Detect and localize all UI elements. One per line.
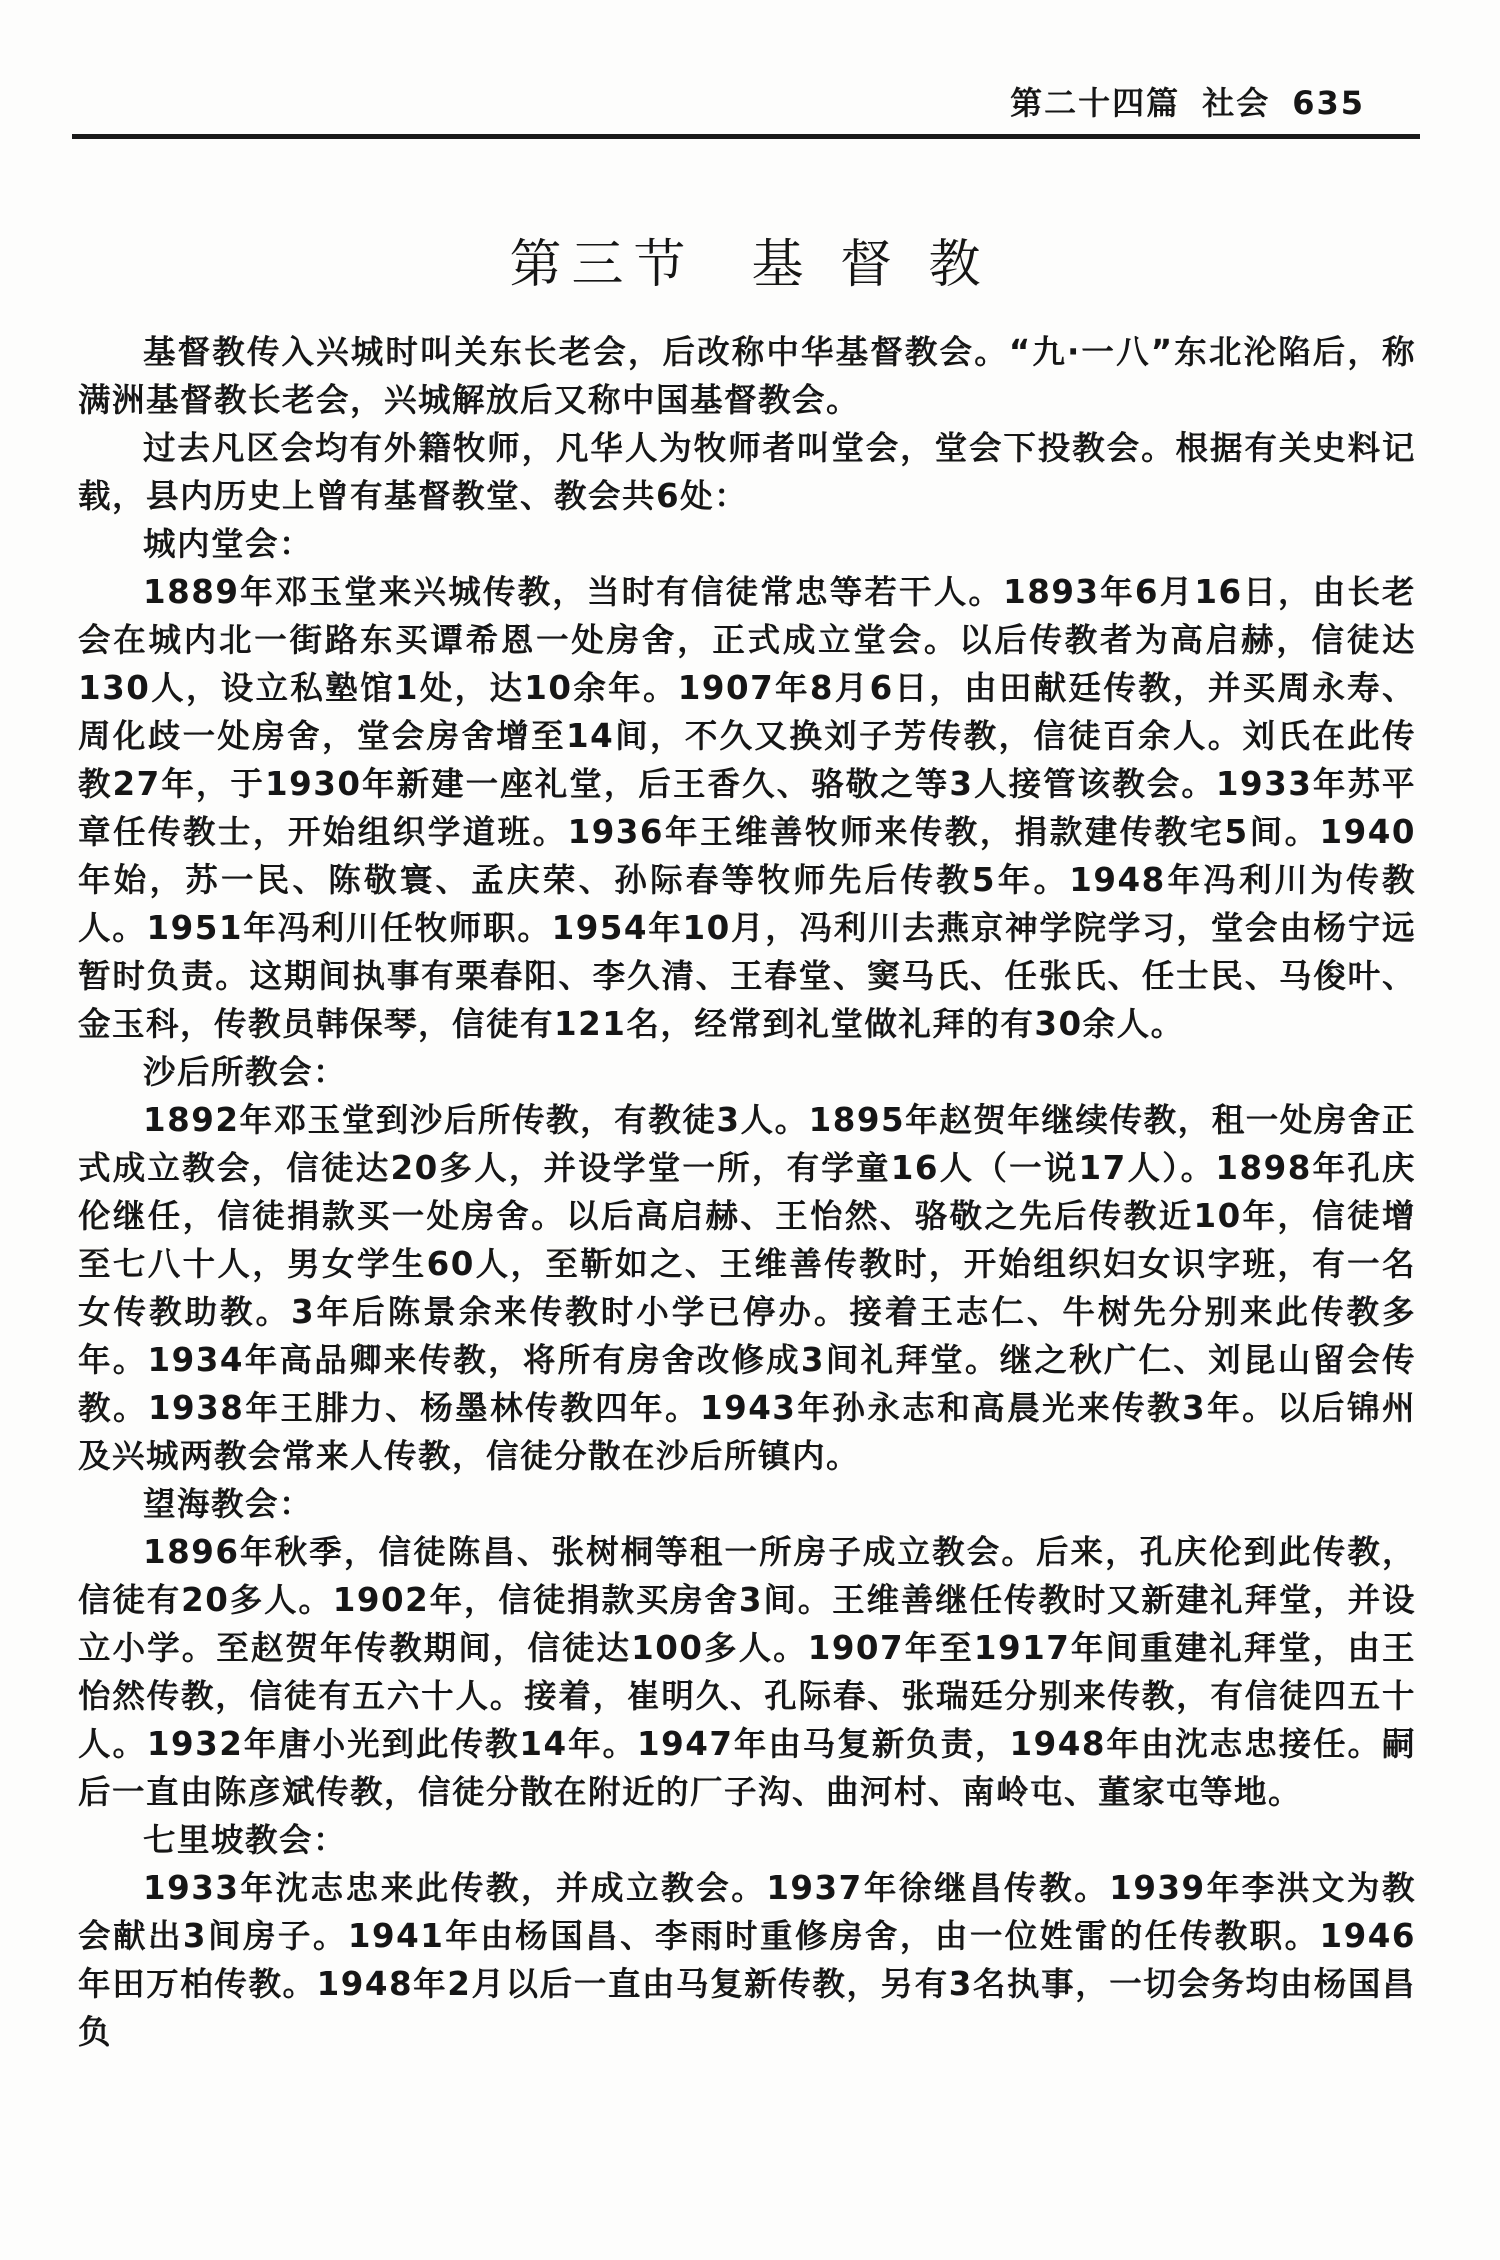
paragraph: 1933年沈志忠来此传教，并成立教会。1937年徐继昌传教。1939年李洪文为教会献出3间房子。1941年由杨国昌、李雨时重修房舍，由一位姓雷的任传教职。1946年田万柏传教。1948年2月以后一直由马复新传教，另有3名执事，一切会务均由杨国昌负 xyxy=(78,1869,1416,2051)
paragraph: 过去凡区会均有外籍牧师，凡华人为牧师者叫堂会，堂会下投教会。根据有关史料记载，县内历史上曾有基督教堂、教会共6处： xyxy=(78,429,1416,515)
section-number: 第三节 xyxy=(509,235,696,295)
subsection-heading: 沙后所教会： xyxy=(143,1053,348,1091)
body-text xyxy=(78,328,1416,2056)
section-label: 社会 xyxy=(1202,84,1271,122)
section-title xyxy=(0,222,1500,297)
paragraph: 1896年秋季，信徒陈昌、张树桐等租一所房子成立教会。后来，孔庆伦到此传教，信徒有20多人。1902年，信徒捐款买房舍3间。王维善继任传教时又新建礼拜堂，并设立小学。至赵贺年传教期间，信徒达100多人。1907年至1917年间重建礼拜堂，由王怡然传教，信徒有五六十人。接着，崔明久、孔际春、张瑞廷分别来传教，有信徒四五十人。1932年唐小光到此传教14年。1947年由马复新负责，1948年由沈志忠接任。嗣后一直由陈彦斌传教，信徒分散在附近的厂子沟、曲河村、南岭屯、董家屯等地。 xyxy=(78,1533,1416,1811)
paragraph: 1892年邓玉堂到沙后所传教，有教徒3人。1895年赵贺年继续传教，租一处房舍正式成立教会，信徒达20多人，并设学堂一所，有学童16人（一说17人）。1898年孔庆伦继任，信徒捐款买一处房舍。以后高启赫、王怡然、骆敬之先后传教近10年，信徒增至七八十人，男女学生60人，至靳如之、王维善传教时，开始组织妇女识字班，有一名女传教助教。3年后陈景余来传教时小学已停办。接着王志仁、牛树先分别来此传教多年。1934年高品卿来传教，将所有房舍改修成3间礼拜堂。继之秋广仁、刘昆山留会传教。1938年王腓力、杨墨林传教四年。1943年孙永志和高晨光来传教3年。以后锦州及兴城两教会常来人传教，信徒分散在沙后所镇内。 xyxy=(78,1101,1416,1475)
subsection-heading: 城内堂会： xyxy=(143,525,314,563)
paragraph: 1889年邓玉堂来兴城传教，当时有信徒常忠等若干人。1893年6月16日，由长老会在城内北一街路东买谭希恩一处房舍，正式成立堂会。以后传教者为高启赫，信徒达130人，设立私塾馆1处，达10余年。1907年8月6日，由田献廷传教，并买周永寿、周化歧一处房舍，堂会房舍增至14间，不久又换刘子芳传教，信徒百余人。刘氏在此传教27年，于1930年新建一座礼堂，后王香久、骆敬之等3人接管该教会。1933年苏平章任传教士，开始组织学道班。1936年王维善牧师来传教，捐款建传教宅5间。1940年始，苏一民、陈敬寰、孟庆荣、孙际春等牧师先后传教5年。1948年冯利川为传教人。1951年冯利川任牧师职。1954年10月，冯利川去燕京神学院学习，堂会由杨宁远暂时负责。这期间执事有栗春阳、李久清、王春堂、窦马氏、任张氏、任士民、马俊叶、金玉科，传教员韩保琴，信徒有121名，经常到礼堂做礼拜的有30余人。 xyxy=(78,573,1416,1043)
section-name: 基 督 教 xyxy=(751,235,991,295)
page-number: 635 xyxy=(1292,84,1365,122)
subsection-heading: 七里坡教会： xyxy=(143,1821,348,1859)
subsection-heading: 望海教会： xyxy=(143,1485,314,1523)
paragraph: 基督教传入兴城时叫关东长老会，后改称中华基督教会。“九·一八”东北沦陷后，称满洲基督教长老会，兴城解放后又称中国基督教会。 xyxy=(78,333,1416,419)
header-rule xyxy=(72,134,1420,139)
running-header xyxy=(1010,78,1365,124)
chapter-label: 第二十四篇 xyxy=(1010,84,1181,122)
